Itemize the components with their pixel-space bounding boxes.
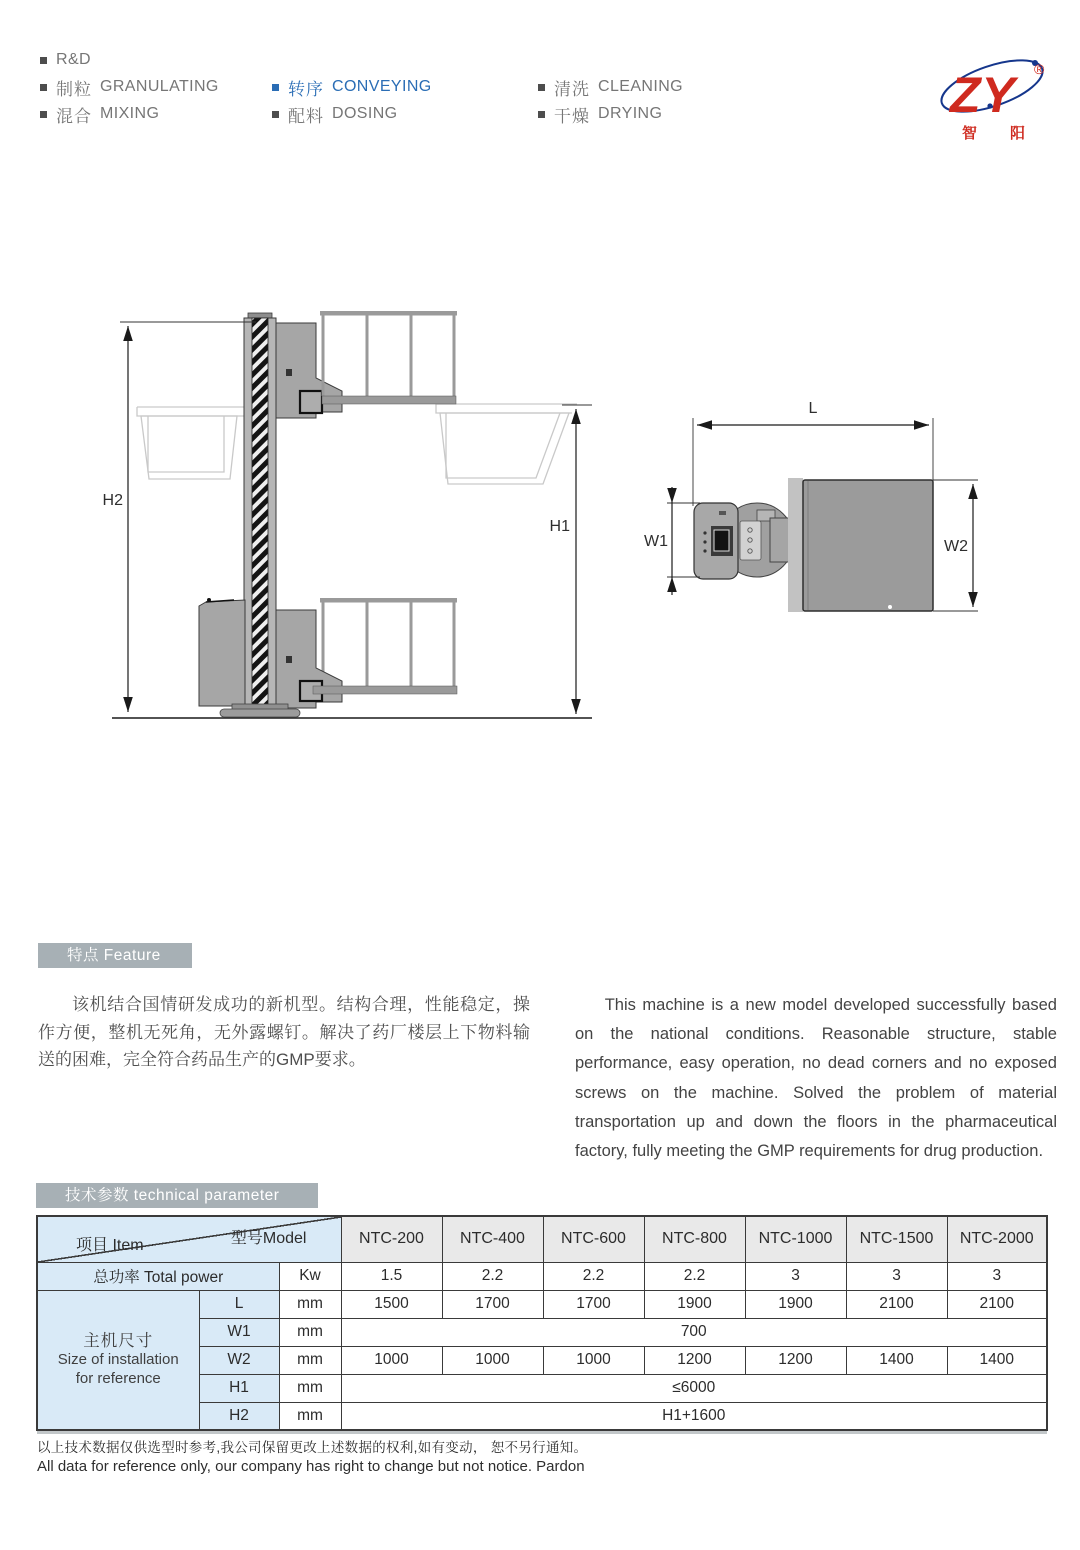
category-column-1	[40, 50, 219, 124]
row-label: H1	[199, 1374, 279, 1402]
category-mixing	[40, 104, 219, 124]
category-label-en: CONVEYING	[332, 78, 432, 95]
category-label-zh: 配料	[288, 106, 324, 126]
value-cell: 1400	[947, 1346, 1047, 1374]
model-header: NTC-2000	[947, 1216, 1047, 1262]
unit-cell: mm	[279, 1318, 341, 1346]
model-header: NTC-600	[543, 1216, 644, 1262]
size-group-en2: for reference	[75, 1370, 161, 1388]
category-label-zh: 混合	[56, 106, 92, 126]
value-cell: 2.2	[644, 1262, 745, 1290]
bullet-icon	[272, 111, 279, 118]
category-granulating	[40, 77, 219, 97]
category-label-en: MIXING	[100, 105, 160, 122]
category-label-en: GRANULATING	[100, 78, 219, 95]
model-header-label: 型号Model	[230, 1230, 307, 1247]
category-column-3	[538, 77, 683, 124]
row-label: 总功率 Total power	[37, 1262, 279, 1290]
logo-zh-char-2: 阳	[1010, 125, 1026, 142]
value-cell: 3	[846, 1262, 947, 1290]
category-label: R&D	[56, 51, 91, 68]
value-cell: 1000	[543, 1346, 644, 1374]
value-cell: 3	[947, 1262, 1047, 1290]
merged-value-cell: H1+1600	[341, 1402, 1047, 1430]
value-cell: 1700	[543, 1290, 644, 1318]
bullet-icon	[40, 57, 47, 64]
category-rd	[40, 50, 219, 70]
feature-text-en: This machine is a new model developed successfully based on the national conditions. Reasonable structure, stable performance, easy operation, no dead corners and no exposed screws on the machine. Solved the problem of material transportation up and down the floors in the pharmaceutical factory, fully meeting the GMP requirements for drug production.	[575, 995, 1057, 1161]
category-dosing	[272, 104, 432, 124]
value-cell: 1200	[745, 1346, 846, 1374]
model-header: NTC-400	[442, 1216, 543, 1262]
value-cell: 1900	[644, 1290, 745, 1318]
category-label-en: DRYING	[598, 105, 663, 122]
merged-value-cell: 700	[341, 1318, 1047, 1346]
logo-zh-char-1: 智	[962, 125, 978, 142]
category-label-zh: 干燥	[554, 106, 590, 126]
dimension-label-w1: W1	[644, 533, 668, 550]
value-cell: 2100	[947, 1290, 1047, 1318]
size-group-cell	[37, 1290, 199, 1430]
unit-cell: mm	[279, 1402, 341, 1430]
unit-cell: mm	[279, 1346, 341, 1374]
row-label: L	[199, 1290, 279, 1318]
row-label: W1	[199, 1318, 279, 1346]
dimension-label-w2: W2	[944, 538, 968, 555]
item-header-label: 项目 Item	[76, 1236, 144, 1254]
value-cell: 2.2	[543, 1262, 644, 1290]
bullet-icon	[40, 84, 47, 91]
value-cell: 1.5	[341, 1262, 442, 1290]
zy-brand-logo	[936, 50, 1052, 146]
category-conveying-active	[272, 77, 432, 97]
value-cell: 1000	[341, 1346, 442, 1374]
technical-drawing	[0, 280, 1080, 750]
merged-value-cell: ≤6000	[341, 1374, 1047, 1402]
feature-section-badge: 特点 Feature	[38, 943, 192, 968]
model-header: NTC-1000	[745, 1216, 846, 1262]
dimension-label-h2: H2	[102, 492, 123, 509]
item-model-diagonal-cell	[37, 1216, 341, 1262]
value-cell: 2.2	[442, 1262, 543, 1290]
value-cell: 3	[745, 1262, 846, 1290]
technical-parameter-table	[36, 1215, 1048, 1431]
bullet-icon	[538, 84, 545, 91]
logo-zy-text: ZY	[950, 67, 1016, 123]
row-label: W2	[199, 1346, 279, 1374]
bullet-icon	[272, 84, 279, 91]
value-cell: 1000	[442, 1346, 543, 1374]
model-header: NTC-200	[341, 1216, 442, 1262]
disclaimer-zh: 以上技术数据仅供选型时参考,我公司保留更改上述数据的权利,如有变动， 恕不另行通知。	[37, 1440, 588, 1455]
size-group-zh: 主机尺寸	[83, 1331, 154, 1350]
category-cleaning	[538, 77, 683, 97]
disclaimer	[37, 1436, 587, 1475]
unit-cell: mm	[279, 1374, 341, 1402]
category-label-en: DOSING	[332, 105, 398, 122]
table-row-total-power	[37, 1262, 1047, 1290]
category-drying	[538, 104, 683, 124]
feature-text-zh: 该机结合国情研发成功的新机型。结构合理，性能稳定，操作方便，整机无死角，无外露螺钉。解决了药厂楼层上下物料输送的困难，完全符合药品生产的GMP要求。	[38, 995, 530, 1070]
bullet-icon	[538, 111, 545, 118]
table-header-row	[37, 1216, 1047, 1262]
side-view-drawing	[103, 311, 592, 718]
dimension-label-l: L	[808, 400, 818, 417]
disclaimer-en: All data for reference only, our company has right to change but not notice. Pardon	[37, 1458, 585, 1475]
zy-logo-graphic	[936, 50, 1052, 146]
top-view-drawing	[644, 400, 978, 612]
value-cell: 1700	[442, 1290, 543, 1318]
unit-cell: Kw	[279, 1262, 341, 1290]
category-label-zh: 转序	[288, 79, 324, 99]
size-group-en1: Size of installation	[57, 1351, 179, 1369]
parameter-section-badge: 技术参数 technical parameter	[36, 1183, 318, 1208]
bullet-icon	[40, 111, 47, 118]
logo-reg-mark: ®	[1034, 61, 1045, 77]
dimension-label-h1: H1	[549, 518, 570, 535]
value-cell: 1900	[745, 1290, 846, 1318]
category-label-en: CLEANING	[598, 78, 683, 95]
model-header: NTC-800	[644, 1216, 745, 1262]
value-cell: 1400	[846, 1346, 947, 1374]
table-row-L	[37, 1290, 1047, 1318]
model-header: NTC-1500	[846, 1216, 947, 1262]
unit-cell: mm	[279, 1290, 341, 1318]
value-cell: 1200	[644, 1346, 745, 1374]
category-label-zh: 制粒	[56, 79, 92, 99]
row-label: H2	[199, 1402, 279, 1430]
value-cell: 2100	[846, 1290, 947, 1318]
category-label-zh: 清洗	[554, 79, 590, 99]
category-column-2	[272, 77, 432, 124]
value-cell: 1500	[341, 1290, 442, 1318]
